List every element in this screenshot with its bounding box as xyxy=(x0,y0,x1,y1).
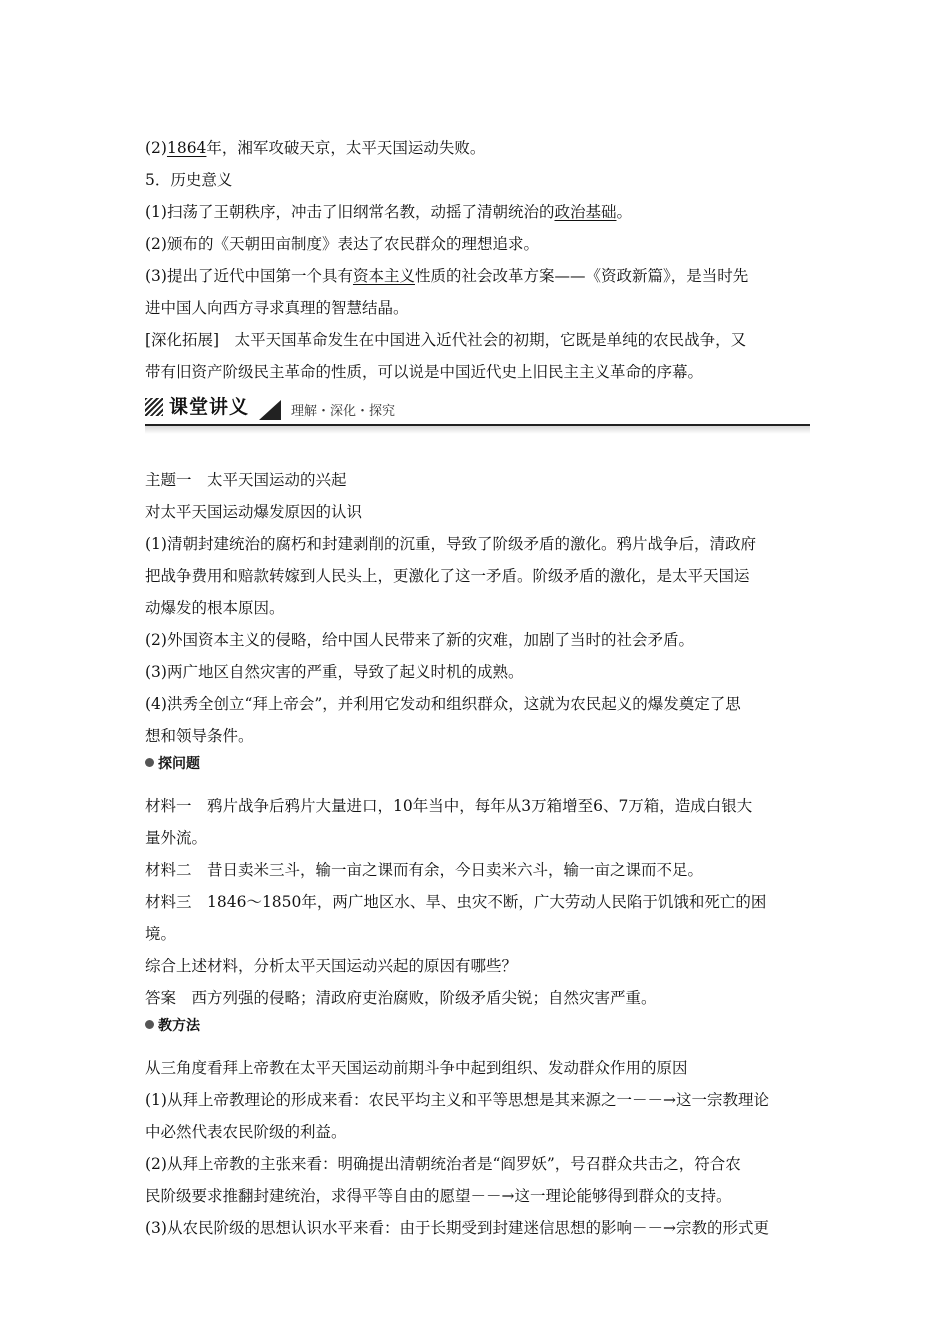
text-line: 中必然代表农民阶级的利益。 xyxy=(145,1123,347,1141)
text-line: 量外流。 xyxy=(145,829,208,847)
text-line: 想和领导条件。 xyxy=(145,727,254,745)
text-line: 从三角度看拜上帝教在太平天国运动前期斗争中起到组织、发动群众作用的原因 xyxy=(145,1059,688,1077)
banner-title: 课堂讲义 xyxy=(169,396,250,418)
text-line: (3)从农民阶级的思想认识水平来看：由于长期受到封建迷信思想的影响－－→宗教的形式更 xyxy=(145,1219,769,1237)
hatch-mark-icon xyxy=(145,398,163,416)
underlined-answer: 政治基础 xyxy=(554,203,617,221)
text-line: 材料一 鸦片战争后鸦片大量进口，10年当中，每年从3万箱增至6、7万箱，造成白银大 xyxy=(145,797,753,815)
text-line: (2)1864年，湘军攻破天京，太平天国运动失败。 xyxy=(145,139,486,157)
text-line: 带有旧资产阶级民主革命的性质，可以说是中国近代史上旧民主主义革命的序幕。 xyxy=(145,363,704,381)
text-line: 把战争费用和赔款转嫁到人民头上，更激化了这一矛盾。阶级矛盾的激化，是太平天国运 xyxy=(145,567,750,585)
ask-heading: 探问题 xyxy=(145,752,810,782)
triangle-icon xyxy=(259,400,281,420)
text-line: (2)颁布的《天朝田亩制度》表达了农民群众的理想追求。 xyxy=(145,235,539,253)
text-line: 动爆发的根本原因。 xyxy=(145,599,285,617)
text-line: 进中国人向西方寻求真理的智慧结晶。 xyxy=(145,299,409,317)
text-line: (1)扫荡了王朝秩序，冲击了旧纲常名教，动摇了清朝统治的政治基础。 xyxy=(145,203,632,221)
section-banner xyxy=(145,394,810,426)
banner-shadow xyxy=(145,426,810,434)
section-number-heading: 5．历史意义 xyxy=(145,171,233,189)
text-line: (3)提出了近代中国第一个具有资本主义性质的社会改革方案——《资政新篇》，是当时先 xyxy=(145,267,749,285)
text-line: [深化拓展] 太平天国革命发生在中国进入近代社会的初期，它既是单纯的农民战争，又 xyxy=(145,331,747,349)
banner-subtitle: 理解・深化・探究 xyxy=(291,404,396,419)
text-line: 对太平天国运动爆发原因的认识 xyxy=(145,503,363,521)
answer-line: 答案 西方列强的侵略；清政府吏治腐败，阶级矛盾尖锐；自然灾害严重。 xyxy=(145,989,657,1007)
bullet-dot-icon xyxy=(145,758,154,767)
document-page xyxy=(145,132,810,1244)
text-line: 材料二 昔日卖米三斗，输一亩之课而有余，今日卖米六斗，输一亩之课而不足。 xyxy=(145,861,704,879)
text-line: (1)从拜上帝教理论的形成来看：农民平均主义和平等思想是其来源之一－－→这一宗教理论 xyxy=(145,1091,769,1109)
underlined-answer: 资本主义 xyxy=(352,267,415,285)
text-line: (1)清朝封建统治的腐朽和封建剥削的沉重，导致了阶级矛盾的激化。鸦片战争后，清政府 xyxy=(145,535,756,553)
text-line: (2)从拜上帝教的主张来看：明确提出清朝统治者是“阎罗妖”，号召群众共击之，符合农 xyxy=(145,1155,741,1173)
bullet-dot-icon xyxy=(145,1020,154,1029)
method-heading: 教方法 xyxy=(145,1014,810,1044)
text-line: 综合上述材料，分析太平天国运动兴起的原因有哪些？ xyxy=(145,957,518,975)
text-line: (3)两广地区自然灾害的严重，导致了起义时机的成熟。 xyxy=(145,663,524,681)
underlined-answer: 1864 xyxy=(166,139,207,157)
text-line: (2)外国资本主义的侵略，给中国人民带来了新的灾难，加剧了当时的社会矛盾。 xyxy=(145,631,694,649)
text-line: (4)洪秀全创立“拜上帝会”，并利用它发动和组织群众，这就为农民起义的爆发奠定了思 xyxy=(145,695,741,713)
text-line: 境。 xyxy=(145,925,177,943)
text-line: 民阶级要求推翻封建统治，求得平等自由的愿望－－→这一理论能够得到群众的支持。 xyxy=(145,1187,732,1205)
topic-title: 主题一 太平天国运动的兴起 xyxy=(145,471,347,489)
text-line: 材料三 1846～1850年，两广地区水、旱、虫灾不断，广大劳动人民陷于饥饿和死亡的困 xyxy=(145,893,767,911)
